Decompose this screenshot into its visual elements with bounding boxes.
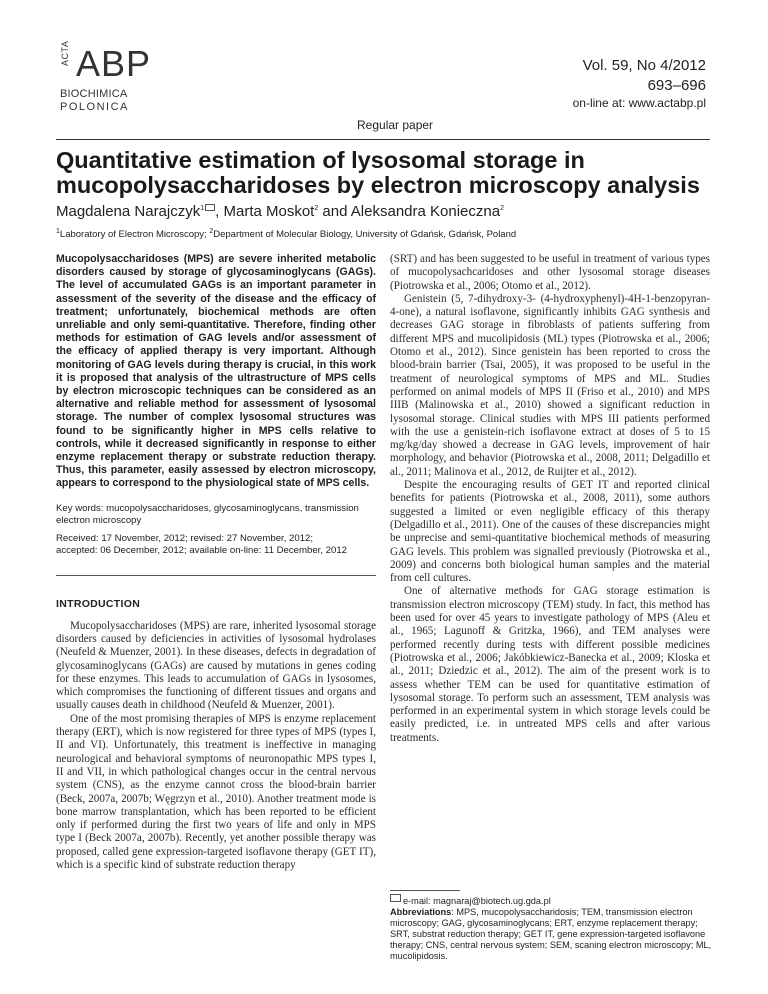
abbreviations-text: : MPS, mucopolysaccharidosis; TEM, transmission electron microscopy; GAG, glycosaminoglycans; ERT, enzyme replacement therapy; SRT, substrat reduction therapy; GET IT, gene expression-targeted isoflavone therapy; CNS, central nervous system; SEM, scaning electron microscopy; ML, mucolipidosis. bbox=[390, 907, 712, 961]
left-column bbox=[56, 253, 376, 872]
volume-info bbox=[583, 56, 706, 96]
email-text[interactable]: e-mail: magnaraj@biotech.ug.gda.pl bbox=[403, 896, 551, 906]
author-moskot: , Marta Moskot bbox=[215, 203, 315, 220]
footnote-email bbox=[390, 896, 712, 907]
journal-logo bbox=[60, 40, 190, 120]
paragraph: One of alternative methods for GAG storage estimation is transmission electron microscopy (TEM) study. In fact, this method has been used for over 45 years to investigate pathology of MPS (Aleu et al., 1965; Lagunoff & Gritzka, 1966), and TEM analyses were performed recently during tests with different possible medicines (Piotrowska et al., 2006; Jakóbkiewicz-Banecka et al., 2009; Kloska et al., 2011; Dziedzic et al., 2012). The aim of the present work is to assess whether TEM can be used for quantitative estimation of lysosomal storage. To perform such an assessment, TEM analysis was performed in an experimental system in which storage levels could be easily predicted, i.e. in untreated MPS cells and after various treatments. bbox=[390, 585, 710, 744]
keywords bbox=[56, 503, 376, 527]
right-column bbox=[390, 253, 710, 745]
abstract-divider bbox=[56, 575, 376, 576]
affil-sup-1: 1 bbox=[56, 228, 60, 235]
abbreviations-label: Abbreviations bbox=[390, 907, 452, 917]
envelope-icon bbox=[390, 894, 401, 902]
paragraph: Despite the encouraging results of GET IT and reported clinical benefits for patients (Piotrowska et al., 2008, 2011), some authors suggested a limited or even negligible efficacy of this therapy (Delgadillo et al., 2011). One of the causes of these discrepancies might be unprecise and semi-quantitative biochemical methods of measuring GAG levels. This problem was signalled previously (Piotrowska et al., 2009) and concerns both biological human samples and the material from cell cultures. bbox=[390, 479, 710, 585]
author-narajczyk: Magdalena Narajczyk bbox=[56, 203, 201, 220]
section-heading-introduction: INTRODUCTION bbox=[56, 597, 141, 610]
logo-polonica: POLONICA bbox=[60, 101, 129, 113]
dates-line-2: accepted: 06 December, 2012; available on-line: 11 December, 2012 bbox=[56, 544, 348, 556]
paragraph: Mucopolysaccharidoses (MPS) are rare, inherited lysosomal storage disorders caused by deficiencies in activities of lysosomal hydrolases (Neufeld & Muenzer, 2001). In these diseases, defects in degradation of glycosaminoglycans (GAGs) are caused by mutations in genes coding for these enzymes. This leads to accumulation of GAGs in lysosomes, which compromises the functioning of different tissues and organs and usually causes death in childhood (Neufeld & Muenzer, 2001). bbox=[56, 619, 376, 712]
author-konieczna: and Aleksandra Konieczna bbox=[318, 203, 501, 220]
author-sup-2: 2 bbox=[314, 205, 319, 212]
logo-biochimica: BIOCHIMICA bbox=[60, 88, 128, 100]
dates-line-1: Received: 17 November, 2012; revised: 27 November, 2012; bbox=[56, 532, 314, 544]
volume-number: Vol. 59, No 4/2012 bbox=[582, 57, 706, 74]
paragraph: Genistein (5, 7-dihydroxy-3- (4-hydroxyphenyl)-4H-1-benzopyran-4-one), a natural isoflavone, significantly inhibits GAG synthesis and decreases GAG storage in fibroblasts of patients suffering from different MPS and mucolipidosis (ML) types (Piotrowska et al., 2006; Otomo et al., 2012). Since genistein has been reported to cross the blood-brain barrier (Tsai, 2005), it was proposed to be useful in the treatment of neurological symptoms of MPS and ML. Studies performed on animal models of MPS II (Friso et al., 2010) and MPS IIIB (Malinowska et al., 2010) showed a significant reduction in lysosomal storage. Clinical studies with MPS III patients performed with the use a genistein-rich isoflavone extract at doses of 5 to 15 mg/kg/day showed a decrease in GAG levels, improvement of hair morphology, and behavior (Piotrowska et al., 2008, 2011; Delgadillo et al., 2011; Malinova et al., 2012, de Ruijter et al., 2012). bbox=[390, 292, 710, 478]
envelope-icon[interactable] bbox=[205, 204, 215, 211]
affil-sup-2: 2 bbox=[209, 228, 214, 235]
header-divider bbox=[56, 139, 710, 140]
left-body-text bbox=[56, 620, 376, 873]
paper-type: Regular paper bbox=[357, 118, 434, 132]
page-range: 693–696 bbox=[647, 77, 706, 94]
paper-title: Quantitative estimation of lysosomal storage in mucopolysaccharidoses by electron microscopy analysis bbox=[56, 147, 700, 198]
logo-abp: ABP bbox=[76, 43, 152, 84]
author-sup-3: 2 bbox=[500, 205, 504, 212]
footnote-abbreviations bbox=[390, 907, 712, 962]
author-list bbox=[56, 203, 504, 220]
right-body-text bbox=[390, 253, 710, 745]
keywords-text: mucopolysaccharidoses, glycosaminoglycans, transmission electron microscopy bbox=[56, 502, 359, 526]
author-sup-1: 1 bbox=[200, 205, 205, 212]
paragraph: One of the most promising therapies of MPS is enzyme replacement therapy (ERT), which is now registered for three types of MPS (types I, II and VI). Unfortunately, this treatment is ineffective in managing neurological and behavioral symptoms of neuronopathic MPS types I, II and VII, in which pathological changes occur in the central nervous system (CNS), as the enzyme cannot cross the blood-brain barrier (Beck, 2007a, 2007b; Węgrzyn et al., 2010). Another treatment mode is bone marrow transplantation, which has been reported to be efficient only if performed during the first two years of life and only in MPS type I (Beck 2007a, 2007b). Recently, yet another possible therapy was proposed, called gene expression-targeted isoflavone therapy (GET IT), which is a specific kind of substrate reduction therapy bbox=[56, 712, 376, 871]
affiliations bbox=[56, 228, 516, 240]
footnotes bbox=[390, 896, 712, 962]
keywords-label: Key words: bbox=[56, 502, 104, 514]
logo-acta: ACTA bbox=[60, 40, 70, 66]
abstract: Mucopolysaccharidoses (MPS) are severe inherited metabolic disorders caused by storage of glycosaminoglycans (GAGs). The level of accumulated GAGs is an important parameter in assessment of the severity of the disease and the efficacy of treatment; unfortunately, biochemical methods are often unreliable and only semi-quantitative. Therefore, finding other methods for estimation of GAG levels and/or assessment of the efficacy of applied therapy is very important. Although monitoring of GAG levels during therapy is crucial, in this work it is proposed that analysis of the ultrastructure of MPS cells by electron microscopic techniques can be considered as an alternative and reliable method for assessment of lysosomal storage. The number of complex lysosomal structures was found to be significantly higher in MPS cells relative to controls, while it decreased significantly in response to either enzyme replacement therapy or substrate reduction therapy. Thus, this parameter, easily assessed by electron microscopy, appears to correspond to the physiological state of MPS cells. bbox=[56, 253, 376, 490]
paragraph: (SRT) and has been suggested to be useful in treatment of various types of mucopolysachcaridoses and other lysosomal storage diseases (Piotrowska et al., 2006; Otomo et al., 2012). bbox=[390, 253, 710, 292]
article-dates bbox=[56, 533, 376, 557]
affil-2: Department of Molecular Biology, University of Gdańsk, Gdańsk, Poland bbox=[213, 229, 517, 241]
affil-1: Laboratory of Electron Microscopy; bbox=[59, 229, 210, 241]
online-url[interactable]: on-line at: www.actabp.pl bbox=[572, 96, 706, 110]
footnote-divider bbox=[390, 890, 460, 891]
